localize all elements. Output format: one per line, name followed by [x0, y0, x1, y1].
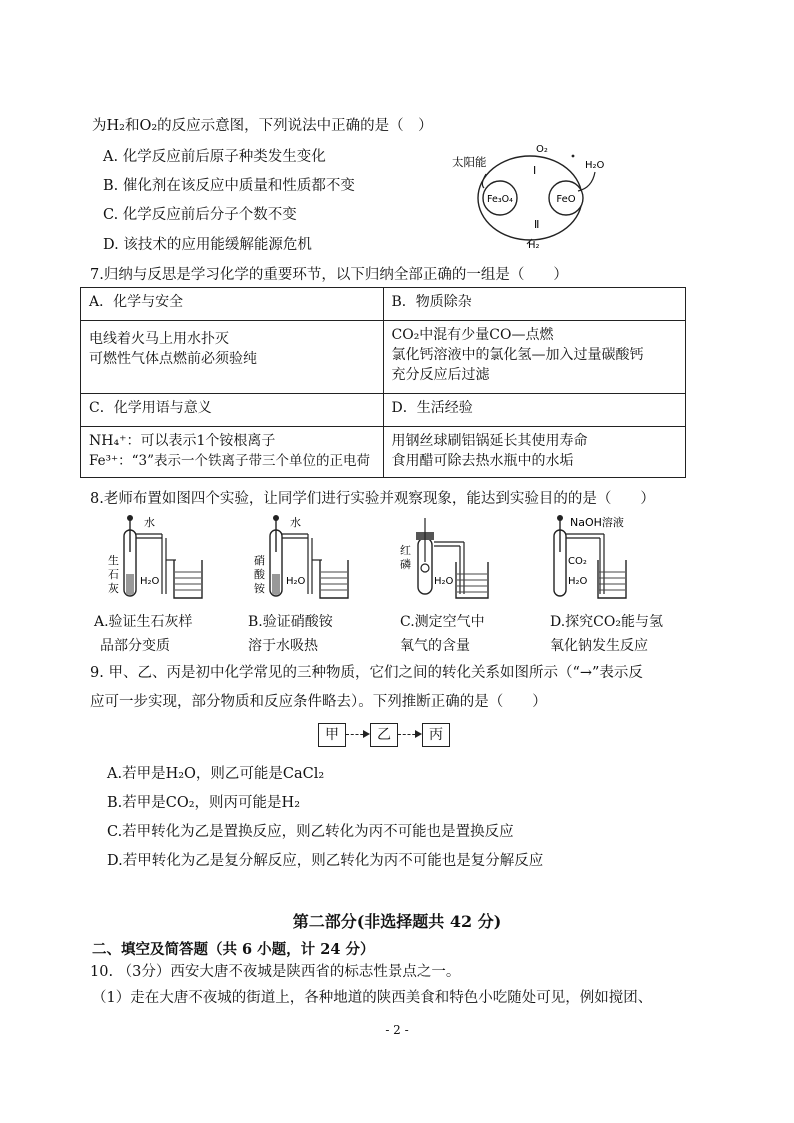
cell-c-body — [81, 427, 384, 478]
experiment-d-figure — [542, 512, 712, 610]
q9-option-b: B.若甲是CO₂，则丙可能是H₂ — [107, 795, 301, 811]
cell-d-body — [383, 427, 686, 478]
svg-text:灰: 灰 — [108, 582, 119, 595]
exp-b-water-label: 水 — [290, 516, 301, 529]
question-7-title: 7.归纳与反思是学习化学的重要环节，以下归纳全部正确的一组是（ ） — [90, 267, 568, 283]
q6-option-d: D. 该技术的应用能缓解能源危机 — [103, 237, 312, 253]
question-8-title: 8.老师布置如图四个实验，让同学们进行实验并观察现象，能达到实验目的的是（ ） — [90, 491, 655, 507]
q7-summary-table — [80, 287, 686, 478]
exp-a-side-label: 生 — [108, 554, 119, 567]
solar-label: 太阳能 — [452, 155, 487, 169]
chain-box-yi: 乙 — [370, 723, 398, 747]
h2o-label: H₂O — [585, 160, 605, 171]
exp-a-h2o-label: H₂O — [140, 576, 160, 587]
exp-b-caption: B.验证硝酸铵 溶于水吸热 — [248, 614, 333, 654]
exp-d-h2o-label: H₂O — [568, 576, 588, 587]
question-6-title: 为H₂和O₂的反应示意图，下列说法中正确的是（ ） — [92, 118, 433, 134]
question-9-line1: 9. 甲、乙、丙是初中化学常见的三种物质，它们之间的转化关系如图所示（“→”表示反 — [90, 665, 643, 681]
exp-a-water-label: 水 — [144, 516, 155, 529]
q9-option-d: D.若甲转化为乙是复分解反应，则乙转化为丙不可能也是复分解反应 — [107, 853, 544, 869]
exp-c-h2o-label: H₂O — [434, 576, 454, 587]
cell-b-line: CO₂中混有少量CO—点燃 — [391, 327, 554, 343]
exp-d-caption: D.探究CO₂能与氢 氧化钠发生反应 — [550, 614, 663, 654]
h2-label: H₂ — [528, 240, 540, 251]
q6-option-c: C. 化学反应前后分子个数不变 — [103, 207, 297, 223]
fe3o4-label: Fe₃O₄ — [487, 194, 513, 205]
chain-arrow — [398, 734, 420, 735]
cell-c-head: C．化学用语与意义 — [81, 394, 384, 427]
step-ii-label: Ⅱ — [534, 218, 540, 231]
cell-c-line: Fe³⁺：“3”表示一个铁离子带三个单位的正电荷 — [89, 453, 371, 469]
chain-box-bing: 丙 — [422, 723, 450, 747]
exp-b-h2o-label: H₂O — [286, 576, 306, 587]
cell-c-line: NH₄⁺：可以表示1个铵根离子 — [89, 433, 276, 449]
experiment-b-figure — [250, 512, 420, 610]
chain-box-jia: 甲 — [318, 723, 346, 747]
exp-c-side-label: 红 — [400, 544, 411, 557]
feo-label: FeO — [556, 194, 576, 205]
q6-option-a: A. 化学反应前后原子种类发生变化 — [103, 149, 326, 165]
cell-b-line: 充分反应后过滤 — [391, 367, 490, 383]
exp-d-naoh-label: NaOH溶液 — [570, 516, 624, 529]
section-title: 第二部分(非选择题共 42 分) — [292, 912, 502, 931]
svg-text:铵: 铵 — [254, 582, 265, 595]
cell-d-head: D．生活经验 — [383, 394, 686, 427]
cell-a-head: A．化学与安全 — [81, 288, 384, 321]
page-number: - 2 - — [385, 1023, 409, 1037]
cell-a-line: 可燃性气体点燃前必须验纯 — [89, 351, 257, 367]
exp-d-co2-label: CO₂ — [568, 556, 587, 567]
q6-option-b: B. 催化剂在该反应中质量和性质都不变 — [103, 178, 355, 194]
cell-b-head: B．物质除杂 — [383, 288, 686, 321]
experiment-c-figure — [396, 512, 566, 610]
exp-b-side-label: 硝 — [254, 554, 265, 567]
exp-c-caption: C.测定空气中 氧气的含量 — [400, 614, 485, 654]
reaction-cycle-diagram — [440, 136, 620, 254]
exp-a-caption: A.验证生石灰样 品部分变质 — [94, 614, 193, 654]
svg-text:磷: 磷 — [400, 558, 411, 571]
chain-arrow — [346, 734, 368, 735]
cell-a-body — [81, 321, 384, 394]
question-10-title: 10. （3分）西安大唐不夜城是陕西省的标志性景点之一。 — [90, 964, 461, 980]
q9-option-c: C.若甲转化为乙是置换反应，则乙转化为丙不可能也是置换反应 — [107, 824, 514, 840]
cell-b-line: 氯化钙溶液中的氯化氢—加入过量碳酸钙 — [391, 347, 644, 363]
question-10-sub1: （1）走在大唐不夜城的街道上，各种地道的陕西美食和特色小吃随处可见，例如搅团、 — [92, 990, 653, 1006]
o2-label: O₂ — [536, 144, 548, 155]
part2-heading: 二、填空及简答题（共 6 小题，计 24 分） — [92, 941, 375, 958]
step-i-label: Ⅰ — [533, 164, 537, 177]
cell-d-line: 用钢丝球刷铝锅延长其使用寿命 — [391, 433, 588, 449]
svg-text:石: 石 — [108, 568, 119, 581]
svg-text:酸: 酸 — [254, 568, 265, 581]
cell-d-line: 食用醋可除去热水瓶中的水垢 — [391, 453, 574, 469]
cell-a-line: 电线着火马上用水扑灭 — [89, 331, 229, 347]
experiment-a-figure — [104, 512, 274, 610]
cell-b-body — [383, 321, 686, 394]
question-9-line2: 应可一步实现，部分物质和反应条件略去）。下列推断正确的是（ ） — [90, 694, 547, 710]
q9-option-a: A.若甲是H₂O，则乙可能是CaCl₂ — [107, 766, 325, 782]
